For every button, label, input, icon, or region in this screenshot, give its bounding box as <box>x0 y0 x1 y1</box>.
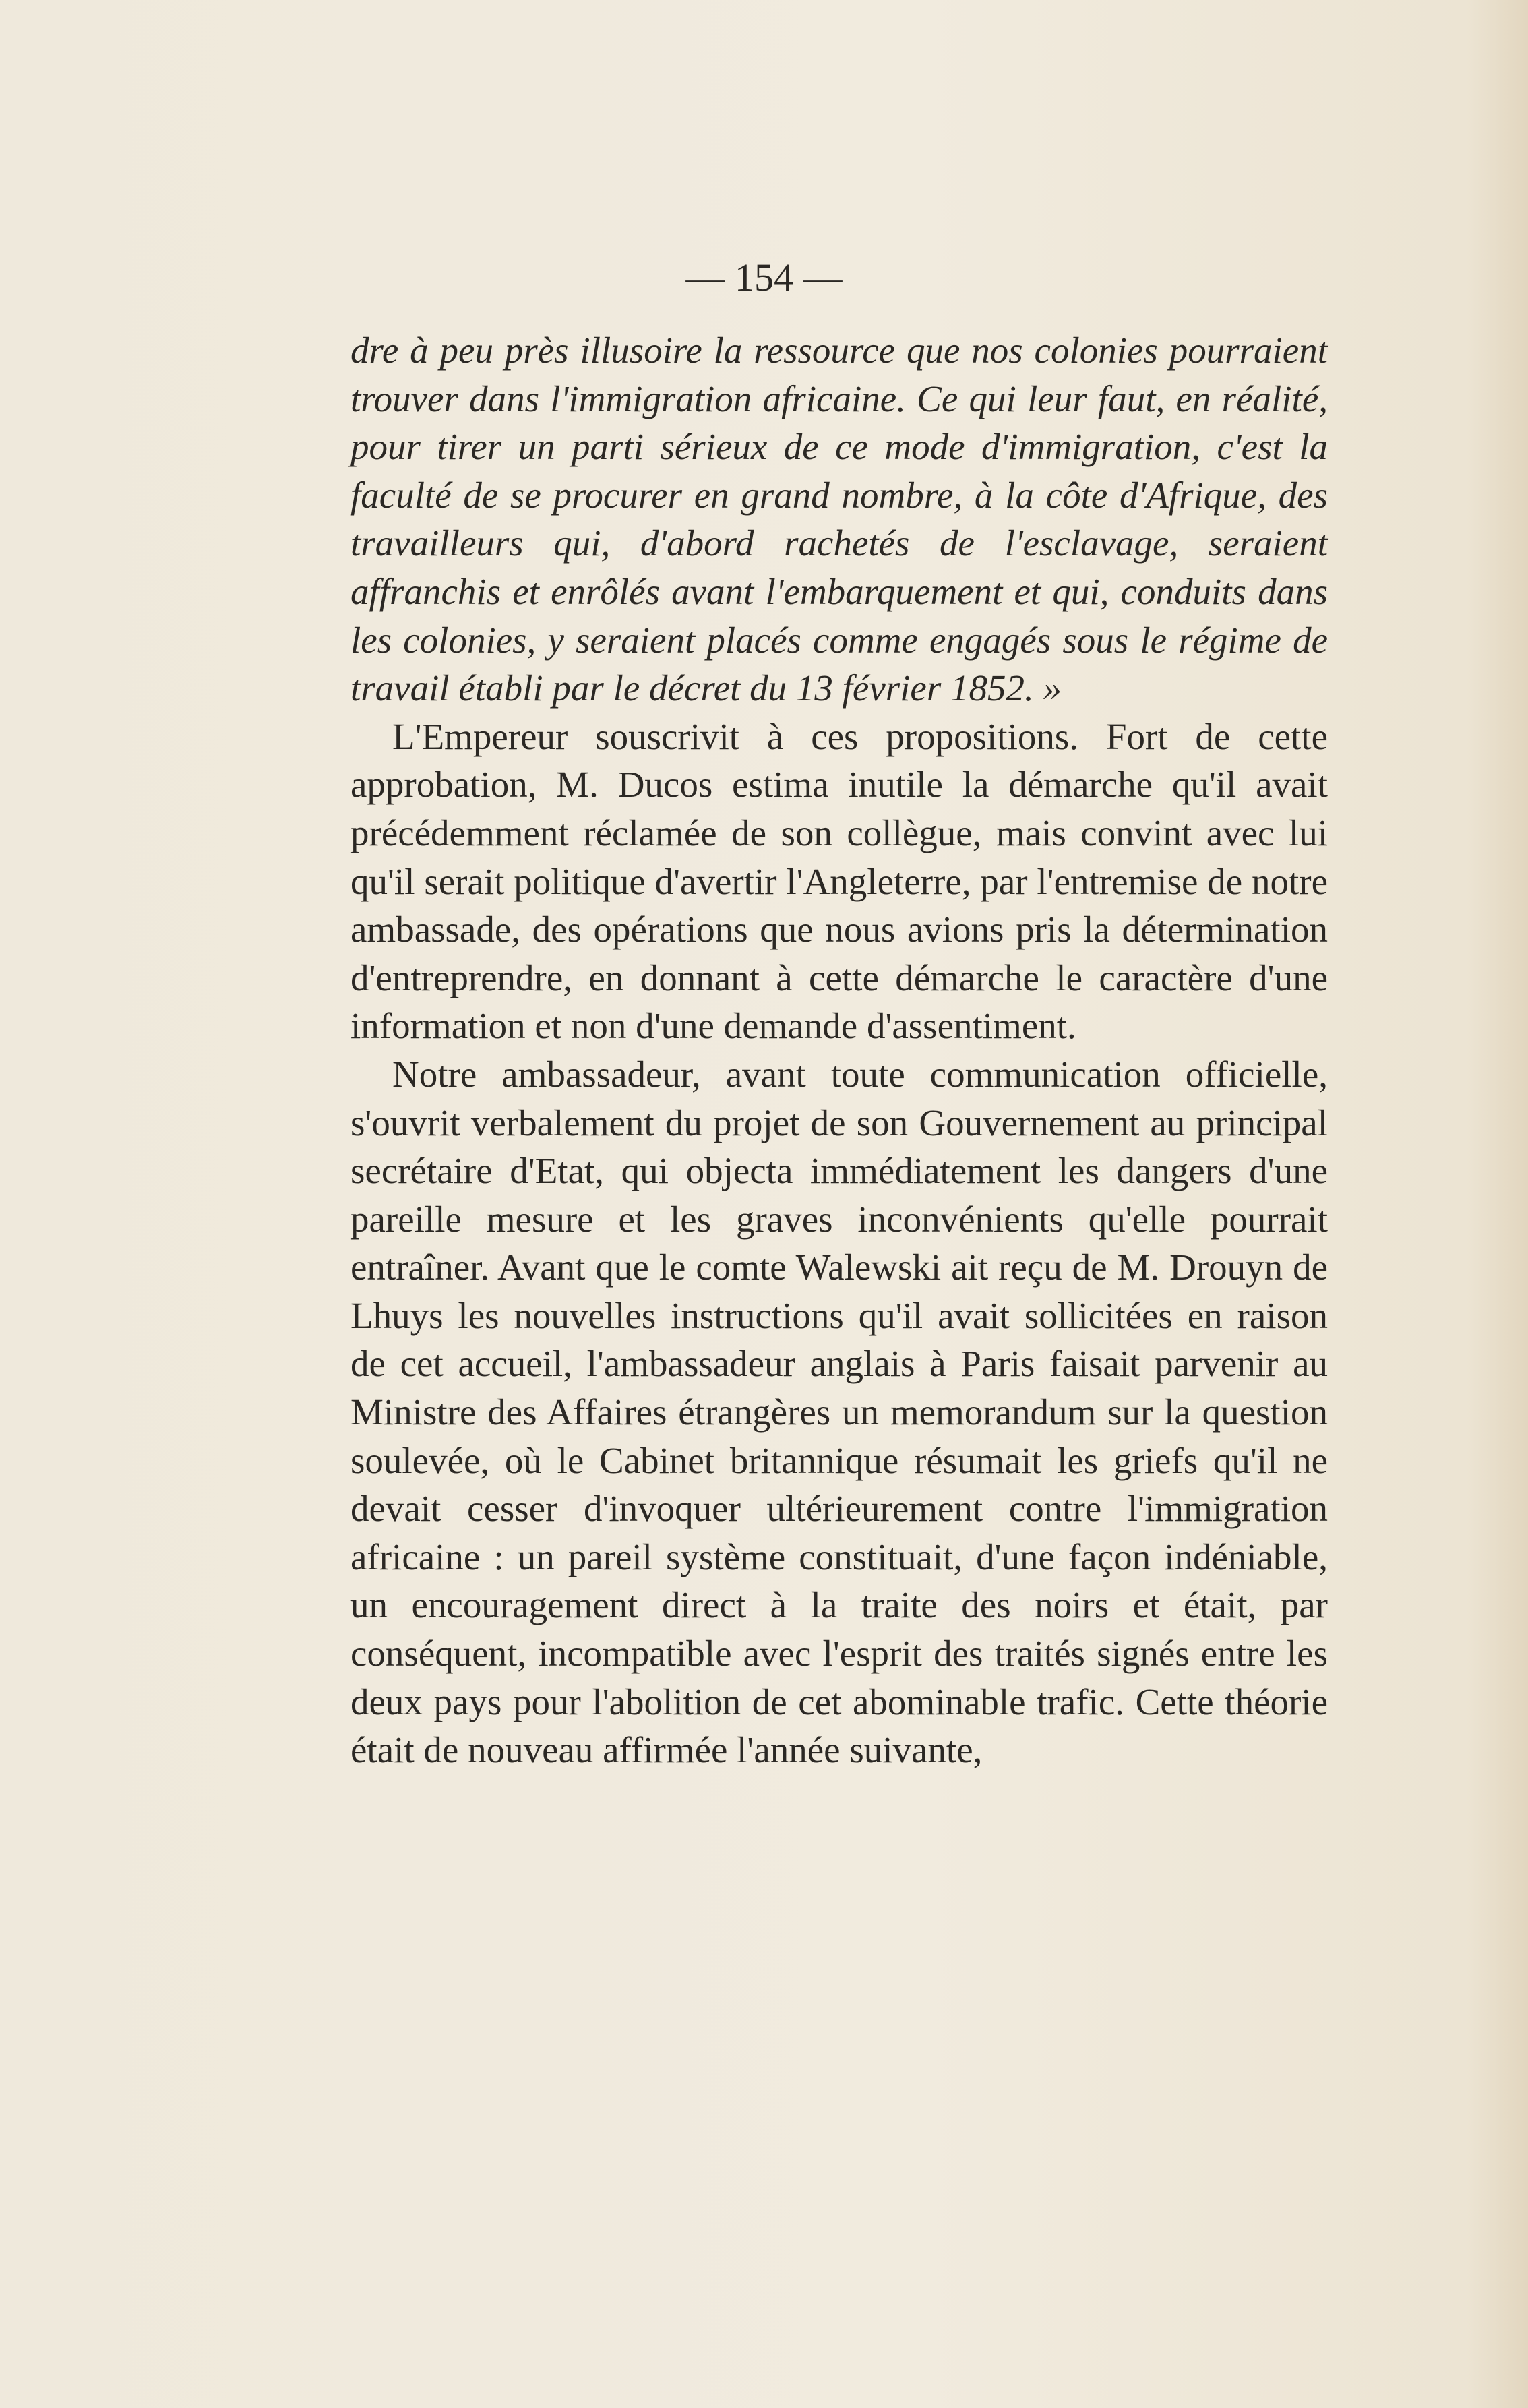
paragraph: L'Empereur souscrivit à ces propositions. Fort de cette approbation, M. Ducos estima inutile la démarche qu'il avait précédemment réclamée de son collègue, mais convint avec lui qu'il serait politique d'avertir l'Angleterre, par l'entremise de notre ambassade, des opérations que nous avions pris la détermination d'entreprendre, en donnant à cette démarche le caractère d'une information et non d'une demande d'assentiment. <box>350 715 1328 1047</box>
quoted-paragraph: dre à peu près illusoire la ressource que nos colonies pourraient trouver dans l'immigration africaine. Ce qui leur faut, en réalité, pour tirer un parti sérieux de ce mode d'immigration, c'est la faculté de se procurer en grand nombre, à la côte d'Afrique, des travailleurs qui, d'abord rachetés de l'esclavage, seraient affranchis et enrôlés avant l'embarquement et qui, conduits dans les colonies, y seraient placés comme engagés sous le régime de travail établi par le décret du 13 février 1852. » <box>350 330 1328 709</box>
paragraph: Notre ambassadeur, avant toute communication officielle, s'ouvrit verbalement du projet de son Gouvernement au principal secrétaire d'Etat, qui objecta immédiatement les dangers d'une pareille mesure et les graves inconvénients qu'elle pourrait entraîner. Avant que le comte Walewski ait reçu de M. Drouyn de Lhuys les nouvelles instructions qu'il avait sollicitées en raison de cet accueil, l'ambassadeur anglais à Paris faisait parvenir au Ministre des Affaires étrangères un memorandum sur la question soulevée, où le Cabinet britannique résumait les griefs qu'il ne devait cesser d'invoquer ultérieurement contre l'immigration africaine : un pareil système constituait, d'une façon indéniable, un encouragement direct à la traite des noirs et était, par conséquent, incompatible avec l'esprit des traités signés entre les deux pays pour l'abolition de cet abominable trafic. Cette théorie était de nouveau affirmée l'année suivante, <box>350 1053 1328 1771</box>
page-number: — 154 — <box>685 255 843 299</box>
body-text <box>350 326 1328 1774</box>
